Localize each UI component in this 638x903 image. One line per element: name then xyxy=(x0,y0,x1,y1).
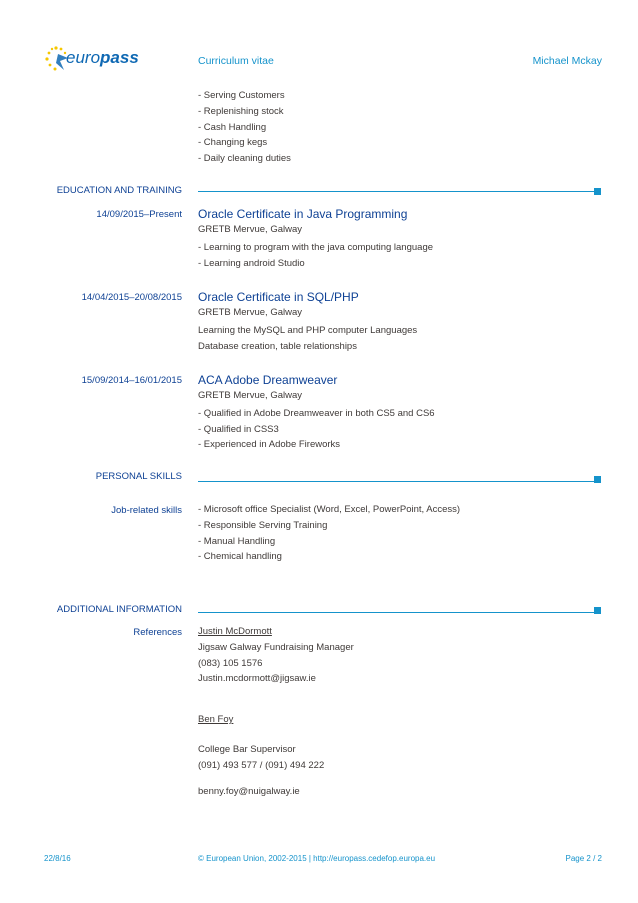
reference-role: Jigsaw Galway Fundraising Manager xyxy=(198,641,354,653)
doc-title: Curriculum vitae xyxy=(198,55,274,67)
list-item: - Qualified in Adobe Dreamweaver in both CS5 and CS6 xyxy=(198,407,435,419)
section-rule xyxy=(198,612,594,613)
education-dates: 15/09/2014–16/01/2015 xyxy=(81,375,182,386)
reference-name: Ben Foy xyxy=(198,714,234,725)
list-item: - Serving Customers xyxy=(198,90,285,101)
logo-text-euro: euro xyxy=(66,48,101,67)
education-dates: 14/09/2015–Present xyxy=(96,209,182,220)
list-item: - Cash Handling xyxy=(198,121,267,133)
education-entry xyxy=(198,372,608,453)
job-skills-list xyxy=(198,502,608,565)
list-item: - Experienced in Adobe Fireworks xyxy=(198,439,341,451)
reference-phone: (091) 493 577 / (091) 494 222 xyxy=(198,759,325,771)
list-item: Database creation, table relationships xyxy=(198,340,357,352)
section-marker xyxy=(594,476,601,483)
education-title: ACA Adobe Dreamweaver xyxy=(198,373,338,387)
list-item: - Replenishing stock xyxy=(198,105,284,117)
education-title: Oracle Certificate in Java Programming xyxy=(198,207,408,221)
list-item: Learning the MySQL and PHP computer Languages xyxy=(198,324,418,336)
section-rule xyxy=(198,191,594,192)
education-title: Oracle Certificate in SQL/PHP xyxy=(198,290,359,304)
work-duties-list xyxy=(198,88,608,167)
list-item: - Changing kegs xyxy=(198,137,268,149)
section-marker xyxy=(594,607,601,614)
job-skills-label: Job-related skills xyxy=(111,505,182,516)
reference-2 xyxy=(198,712,608,800)
reference-name: Justin McDormott xyxy=(198,626,272,637)
section-heading-personal-skills: PERSONAL SKILLS xyxy=(95,471,182,482)
reference-email: Justin.mcdormott@jigsaw.ie xyxy=(198,673,316,685)
reference-role: College Bar Supervisor xyxy=(198,743,296,755)
list-item: - Learning android Studio xyxy=(198,257,305,269)
reference-1 xyxy=(198,624,608,687)
list-item: - Daily cleaning duties xyxy=(198,153,291,165)
candidate-name: Michael Mckay xyxy=(532,55,602,67)
education-org: GRETB Mervue, Galway xyxy=(198,307,302,318)
education-entry xyxy=(198,289,608,354)
reference-phone: (083) 105 1576 xyxy=(198,657,263,669)
education-org: GRETB Mervue, Galway xyxy=(198,390,302,401)
europass-logo xyxy=(44,42,144,74)
section-heading-education: EDUCATION AND TRAINING xyxy=(56,185,182,196)
section-heading-additional-info: ADDITIONAL INFORMATION xyxy=(56,604,182,615)
list-item: - Manual Handling xyxy=(198,535,276,547)
list-item: - Microsoft office Specialist (Word, Excel, PowerPoint, Access) xyxy=(198,504,461,515)
section-rule xyxy=(198,481,594,482)
list-item: - Chemical handling xyxy=(198,551,282,563)
list-item: - Qualified in CSS3 xyxy=(198,423,279,435)
references-label: References xyxy=(133,627,182,638)
footer-page-number: Page 2 / 2 xyxy=(565,854,602,863)
section-marker xyxy=(594,188,601,195)
education-org: GRETB Mervue, Galway xyxy=(198,224,302,235)
list-item: - Responsible Serving Training xyxy=(198,519,328,531)
footer-copyright: © European Union, 2002-2015 | http://europass.cedefop.europa.eu xyxy=(198,854,436,863)
list-item: - Learning to program with the java computing language xyxy=(198,241,434,253)
logo-text-pass: pass xyxy=(100,48,139,67)
footer-date: 22/8/16 xyxy=(44,854,71,863)
education-entry xyxy=(198,206,608,271)
reference-email: benny.foy@nuigalway.ie xyxy=(198,786,300,798)
education-dates: 14/04/2015–20/08/2015 xyxy=(81,292,182,303)
